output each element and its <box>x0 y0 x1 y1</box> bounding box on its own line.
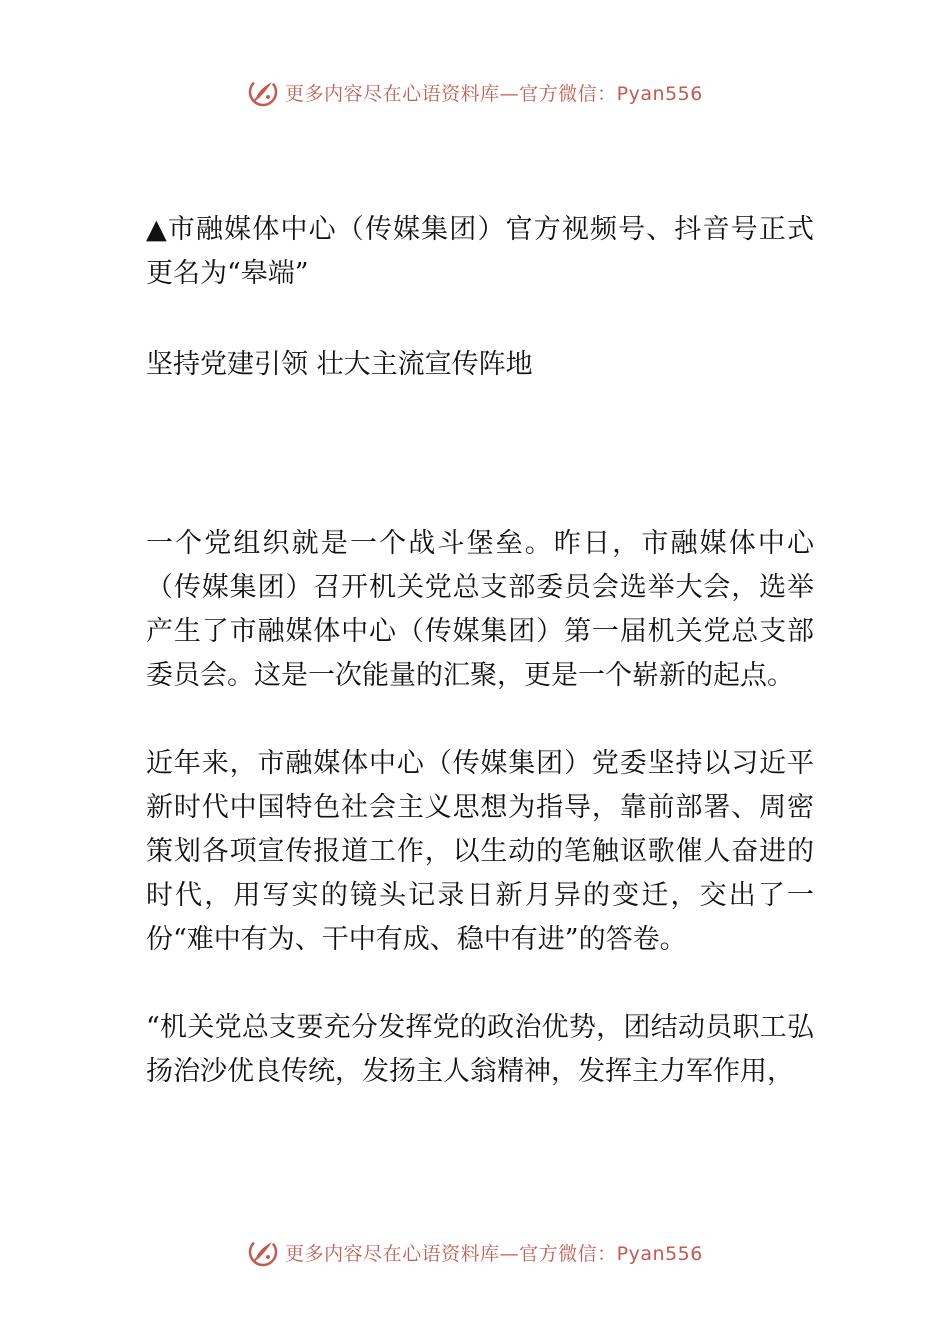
header-banner-label: 更多内容尽在心语资料库—官方微信： <box>285 82 617 105</box>
article-paragraph: “机关党总支要充分发挥党的政治优势，团结动员职工弘扬治沙优良传统，发扬主人翁精神，发挥主力军作用， <box>146 1012 814 1087</box>
footer-banner-text <box>285 1239 703 1266</box>
article-paragraph: 一个党组织就是一个战斗堡垒。昨日，市融媒体中心（传媒集团）召开机关党总支部委员会选举大会，选举产生了市融媒体中心（传媒集团）第一届机关党总支部委员会。这是一次能量的汇聚，更是一个崭新的起点。 <box>146 528 814 691</box>
article-title: ▲市融媒体中心（传媒集团）官方视频号、抖音号正式更名为“皋端” <box>146 214 814 289</box>
header-banner-text <box>285 79 703 106</box>
article-paragraph: 近年来，市融媒体中心（传媒集团）党委坚持以习近平新时代中国特色社会主义思想为指导，靠前部署、周密策划各项宣传报道工作，以生动的笔触讴歌催人奋进的时代，用写实的镜头记录日新月异的变迁，交出了一份“难中有为、干中有成、稳中有进”的答卷。 <box>146 748 814 955</box>
footer-banner-label: 更多内容尽在心语资料库—官方微信： <box>285 1242 617 1265</box>
article-subtitle: 坚持党建引领 壮大主流宣传阵地 <box>146 349 533 380</box>
footer-banner <box>0 1232 950 1272</box>
article-body <box>146 208 814 1138</box>
ink-brush-logo-icon <box>247 1236 279 1268</box>
footer-wechat-id: Pyan556 <box>616 1242 703 1265</box>
header-banner <box>0 72 950 112</box>
header-wechat-id: Pyan556 <box>616 82 703 105</box>
ink-brush-logo-icon <box>247 76 279 108</box>
